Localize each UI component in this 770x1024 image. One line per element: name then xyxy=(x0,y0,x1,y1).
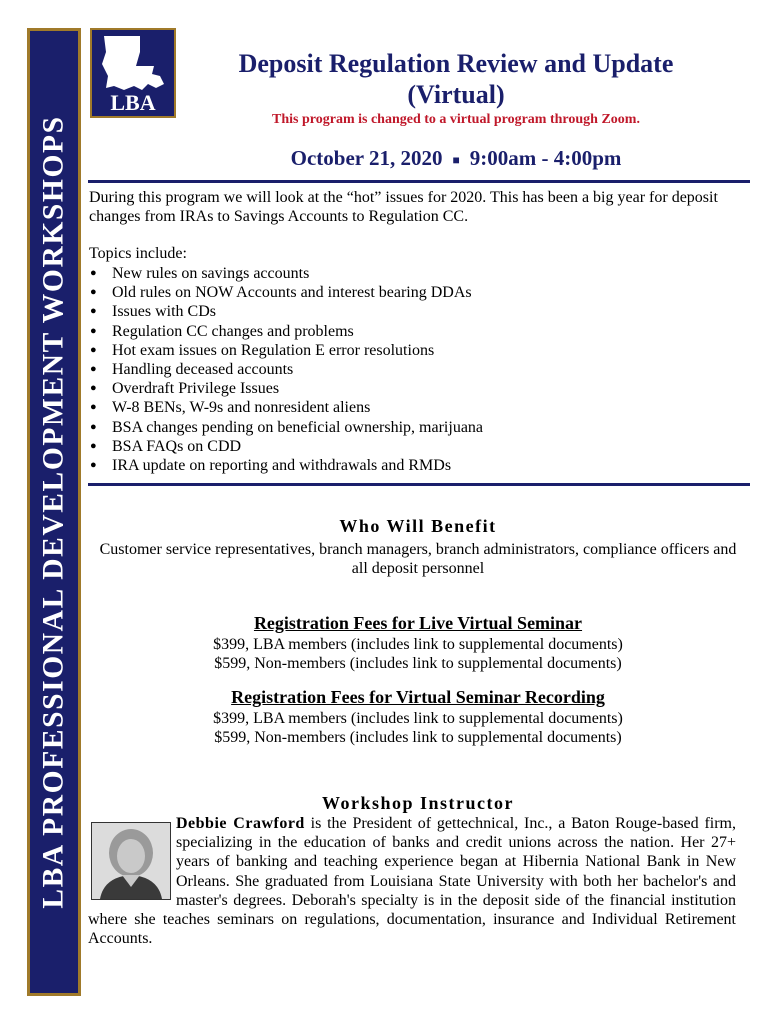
recording-fee-nonmembers: $599, Non-members (includes link to supplemental documents) xyxy=(214,729,622,746)
bullet-icon: ● xyxy=(90,267,97,279)
list-item: ● BSA changes pending on beneficial ownership, marijuana xyxy=(90,418,484,436)
instructor-heading: Workshop Instructor xyxy=(321,793,515,813)
zoom-note: This program is changed to a virtual program through Zoom. xyxy=(272,112,640,127)
logo-text: LBA xyxy=(110,90,156,115)
side-banner-text: LBA PROFESSIONAL DEVELOPMENT WORKSHOPS xyxy=(37,115,70,909)
instructor-bio-text: is the President of gettechnical, Inc., a Baton Rouge-based firm, specializing in the education of banks and credit unions across the nation. Her 27+ years of banking and teaching experience began at Hibernia National Bank in New Orleans. She graduated from Louisiana State University with both her bachelor's and master's degrees. Deborah's specialty is in the deposit side of the financial institution where she teaches seminars on regulations, documentation, insurance and Individual Retirement Accounts. xyxy=(88,815,736,948)
intro-paragraph: During this program we will look at the “hot” issues for 2020. This has been a big year for deposit changes from IRAs to Savings Accounts to Regulation CC. xyxy=(89,189,718,225)
live-fee-nonmembers: $599, Non-members (includes link to supplemental documents) xyxy=(214,655,622,672)
list-item: ● Old rules on NOW Accounts and interest bearing DDAs xyxy=(90,284,472,302)
middle-divider xyxy=(88,483,750,486)
list-item: ● W-8 BENs, W-9s and nonresident aliens xyxy=(90,399,371,417)
bullet-icon: ● xyxy=(90,305,97,318)
page-title xyxy=(186,48,726,110)
recording-fee-members: $399, LBA members (includes link to supplemental documents) xyxy=(213,710,623,727)
title-line-2: (Virtual) xyxy=(407,80,505,109)
topics-list xyxy=(89,264,483,475)
list-item: ● Overdraft Privilege Issues xyxy=(90,380,280,398)
event-date: October 21, 2020 xyxy=(290,146,443,170)
benefit-text: Customer service representatives, branch managers, branch administrators, compliance officers and all deposit personnel xyxy=(99,541,737,577)
list-item: ● Hot exam issues on Regulation E error resolutions xyxy=(90,341,435,359)
benefit-heading: Who Will Benefit xyxy=(339,516,497,536)
list-item: ● Regulation CC changes and problems xyxy=(90,322,354,340)
instructor-bio xyxy=(88,814,736,948)
bullet-icon: ● xyxy=(90,286,97,299)
separator-bullet-icon: ■ xyxy=(452,152,460,167)
event-time: 9:00am - 4:00pm xyxy=(469,146,622,170)
list-item: ● Handling deceased accounts xyxy=(90,361,294,379)
top-divider xyxy=(88,180,750,183)
bullet-icon: ● xyxy=(90,343,97,356)
bullet-icon: ● xyxy=(90,439,97,452)
bullet-icon: ● xyxy=(90,324,97,337)
list-item: ● New rules on savings accounts xyxy=(90,265,310,282)
live-fees-heading: Registration Fees for Live Virtual Seminar xyxy=(253,613,583,633)
recording-fees-heading: Registration Fees for Virtual Seminar Recording xyxy=(231,687,605,707)
list-item: ● Issues with CDs xyxy=(90,303,217,321)
bullet-icon: ● xyxy=(90,459,97,472)
bullet-icon: ● xyxy=(90,420,97,433)
bullet-icon: ● xyxy=(90,363,97,376)
bullet-icon: ● xyxy=(90,401,97,414)
topics-label: Topics include: xyxy=(89,245,187,262)
lba-logo xyxy=(90,28,176,118)
list-item: ● BSA FAQs on CDD xyxy=(90,437,242,455)
side-banner xyxy=(27,28,81,996)
title-line-1: Deposit Regulation Review and Update xyxy=(238,49,674,78)
date-time-line xyxy=(186,146,726,171)
bullet-icon: ● xyxy=(90,382,97,395)
live-fee-members: $399, LBA members (includes link to supplemental documents) xyxy=(213,636,623,653)
instructor-name: Debbie Crawford xyxy=(176,815,305,832)
list-item: ● IRA update on reporting and withdrawals and RMDs xyxy=(90,457,452,475)
